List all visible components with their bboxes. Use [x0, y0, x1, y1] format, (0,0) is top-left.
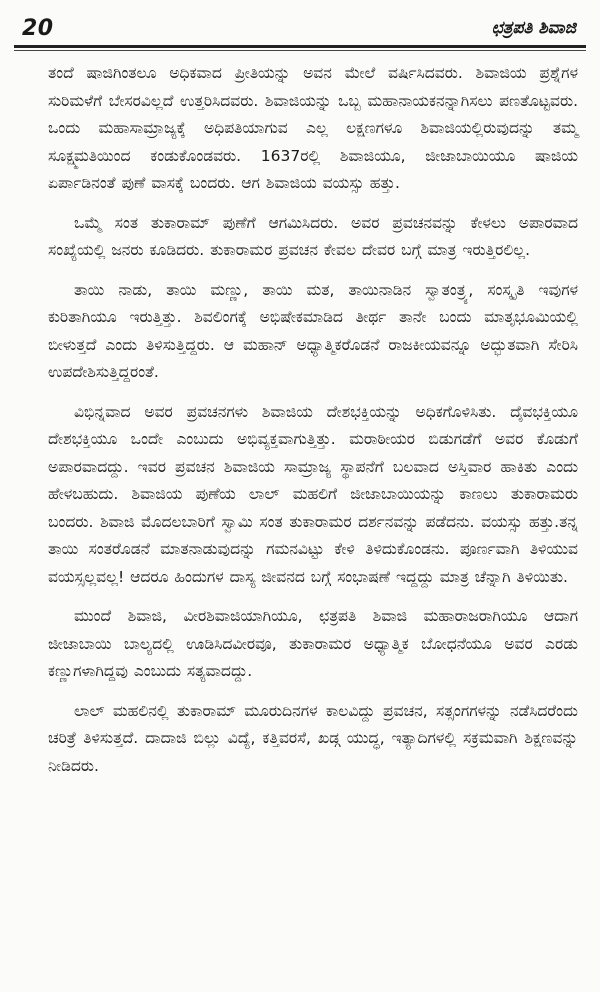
header-rule-thin: [14, 50, 586, 51]
paragraph-3: ತಾಯಿ ನಾಡು, ತಾಯಿ ಮಣ್ಣು, ತಾಯಿ ಮತ, ತಾಯಿನಾಡಿನ ಸ್ವಾತಂತ್ರ್ಯ, ಸಂಸ್ಕೃತಿ ಇವುಗಳ ಕುರಿತಾಗಿಯೂ ಇರುತ್ತಿತ್ತು. ಶಿವಲಿಂಗಕ್ಕೆ ಅಭಿಷೇಕಮಾಡಿದ ತೀರ್ಥ ತಾನೇ ಬಂದು ಮಾತೃಭೂಮಿಯಲ್ಲಿ ಬೀಳುತ್ತದೆ ಎಂದು ತಿಳಿಸುತ್ತಿದ್ದರು. ಆ ಮಹಾನ್ ಅಧ್ಯಾತ್ಮಿಕರೊಡನೆ ರಾಜಕೀಯವನ್ನೂ ಅದ್ಭುತವಾಗಿ ಸೇರಿಸಿ ಉಪದೇಶಿಸುತ್ತಿದ್ದರಂತೆ.: [48, 280, 578, 381]
running-title: ಛತ್ರಪತಿ ಶಿವಾಜಿ: [491, 18, 576, 38]
paragraph-2: ಒಮ್ಮೆ ಸಂತ ತುಕಾರಾಮ್ ಪುಣೆಗೆ ಆಗಮಿಸಿದರು. ಅವರ ಪ್ರವಚನವನ್ನು ಕೇಳಲು ಅಪಾರವಾದ ಸಂಖ್ಯೆಯಲ್ಲಿ ಜನರು ಕೂಡಿದರು. ತುಕಾರಾಮರ ಪ್ರವಚನ ಕೇವಲ ದೇವರ ಬಗ್ಗೆ ಮಾತ್ರ ಇರುತ್ತಿರಲಿಲ್ಲ.: [48, 213, 578, 259]
paragraph-6: ಲಾಲ್ ಮಹಲಿನಲ್ಲಿ ತುಕಾರಾಮ್ ಮೂರುದಿನಗಳ ಕಾಲವಿದ್ದು ಪ್ರವಚನ, ಸತ್ಸಂಗಗಳನ್ನು ನಡೆಸಿದರೆಂದು ಚರಿತ್ರೆ ತಿಳಿಸುತ್ತದೆ. ದಾದಾಜಿ ಬಿಲ್ಲು ವಿದ್ಯೆ, ಕತ್ತಿವರಸೆ, ಖಡ್ಗ ಯುದ್ಧ, ಇತ್ಯಾದಿಗಳಲ್ಲಿ ಸಕ್ರಮವಾಗಿ ಶಿಕ್ಷಣವನ್ನು ನೀಡಿದರು.: [48, 701, 578, 775]
paragraph-4: ವಿಭಿನ್ನವಾದ ಅವರ ಪ್ರವಚನಗಳು ಶಿವಾಜಿಯ ದೇಶಭಕ್ತಿಯನ್ನು ಅಧಿಕಗೊಳಿಸಿತು. ದೈವಭಕ್ತಿಯೂ ದೇಶಭಕ್ತಿಯೂ ಒಂದೇ ಎಂಬುದು ಅಭಿವ್ಯಕ್ತವಾಗುತ್ತಿತ್ತು. ಮರಾಠೀಯರ ಬಿಡುಗಡೆಗೆ ಅವರ ಕೊಡುಗೆ ಅಪಾರವಾದದ್ದು. ಇವರ ಪ್ರವಚನ ಶಿವಾಜಿಯ ಸಾಮ್ರಾಜ್ಯ ಸ್ಥಾಪನೆಗೆ ಬಲವಾದ ಅಸ್ತಿವಾರ ಹಾಕಿತು ಎಂದು ಹೇಳಬಹುದು. ಶಿವಾಜಿಯ ಪುಣೆಯ ಲಾಲ್ ಮಹಲಿಗೆ ಜೀಜಾಬಾಯಿಯನ್ನು ಕಾಣಲು ತುಕಾರಾಮರು ಬಂದರು. ಶಿವಾಜಿ ಮೊದಲಬಾರಿಗೆ ಸ್ವಾಮಿ ಸಂತ ತುಕಾರಾಮರ ದರ್ಶನವನ್ನು ಪಡೆದನು. ವಯಸ್ಸು ಹತ್ತು.ತನ್ನ ತಾಯಿ ಸಂತರೊಡನೆ ಮಾತನಾಡುವುದನ್ನು ಗಮನವಿಟ್ಟು ಕೇಳಿ ತಿಳಿದುಕೊಂಡನು. ಪೂರ್ಣವಾಗಿ ತಿಳಿಯುವ ವಯಸ್ಸಲ್ಲವಲ್ಲ! ಆದರೂ ಹಿಂದುಗಳ ದಾಸ್ಯ ಜೀವನದ ಬಗ್ಗೆ ಸಂಭಾಷಣೆ ಇದ್ದದ್ದು ಮಾತ್ರ ಚೆನ್ನಾಗಿ ತಿಳಿಯಿತು.: [48, 402, 578, 586]
page-header: [14, 14, 586, 48]
header-rule-thick: [14, 45, 586, 48]
page-number: 20: [22, 16, 54, 41]
paragraph-1: ತಂದೆ ಷಾಜಿಗಿಂತಲೂ ಅಧಿಕವಾದ ಪ್ರೀತಿಯನ್ನು ಅವನ ಮೇಲೆ ವರ್ಷಿಸಿದವರು. ಶಿವಾಜಿಯ ಪ್ರಶ್ನೆಗಳ ಸುರಿಮಳೆಗೆ ಬೇಸರವಿಲ್ಲದೆ ಉತ್ತರಿಸಿದವರು. ಶಿವಾಜಿಯನ್ನು ಒಬ್ಬ ಮಹಾನಾಯಕನನ್ನಾಗಿಸಲು ಪಣತೊಟ್ಟವರು. ಒಂದು ಮಹಾಸಾಮ್ರಾಜ್ಯಕ್ಕೆ ಅಧಿಪತಿಯಾಗುವ ಎಲ್ಲ ಲಕ್ಷಣಗಳೂ ಶಿವಾಜಿಯಲ್ಲಿರುವುದನ್ನು ತಮ್ಮ ಸೂಕ್ಷ್ಮಮತಿಯಿಂದ ಕಂಡುಕೊಂಡವರು. 1637ರಲ್ಲಿ ಶಿವಾಜಿಯೂ, ಜೀಜಾಬಾಯಿಯೂ ಷಾಜಿಯ ಏರ್ಪಾಡಿನಂತೆ ಪುಣೆ ವಾಸಕ್ಕೆ ಬಂದರು. ಆಗ ಶಿವಾಜಿಯ ವಯಸ್ಸು ಹತ್ತು.: [48, 64, 578, 192]
paragraph-5: ಮುಂದೆ ಶಿವಾಜಿ, ವೀರಶಿವಾಜಿಯಾಗಿಯೂ, ಛತ್ರಪತಿ ಶಿವಾಜಿ ಮಹಾರಾಜರಾಗಿಯೂ ಆದಾಗ ಜೀಜಾಬಾಯಿ ಬಾಲ್ಯದಲ್ಲಿ ಊಡಿಸಿದವೀರವೂ, ತುಕಾರಾಮರ ಅಧ್ಯಾತ್ಮಿಕ ಬೋಧನೆಯೂ ಅವರ ಎರಡು ಕಣ್ಣುಗಳಾಗಿದ್ದವು ಎಂಬುದು ಸತ್ಯವಾದದ್ದು.: [48, 607, 578, 680]
body-text: [48, 60, 578, 792]
